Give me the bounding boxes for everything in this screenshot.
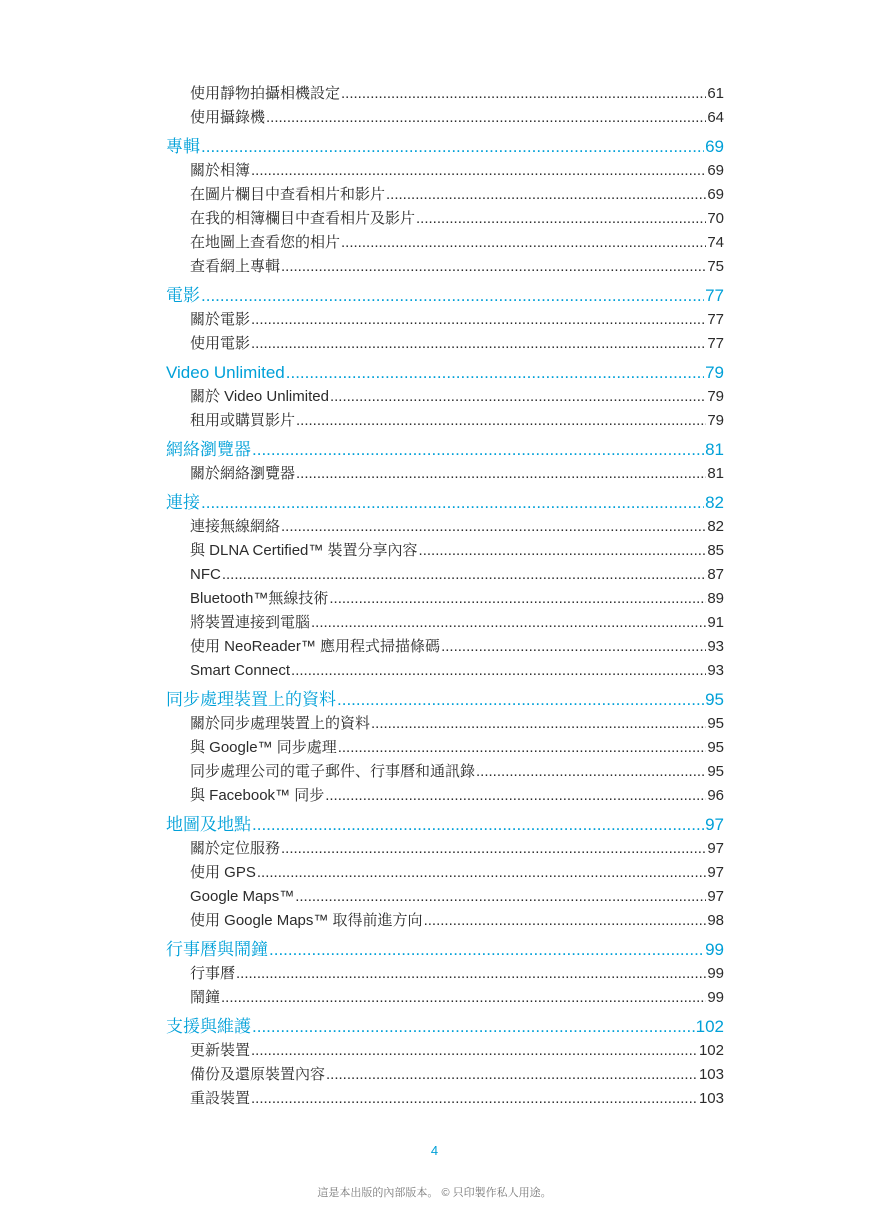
dot-leader xyxy=(419,539,707,563)
dot-leader xyxy=(252,1015,695,1039)
toc-entry-title: 使用靜物拍攝相機設定 xyxy=(190,85,341,102)
dot-leader xyxy=(296,462,706,486)
toc-entry[interactable] xyxy=(166,909,724,933)
toc-entry[interactable] xyxy=(166,106,724,130)
toc-entry-title: 關於定位服務 xyxy=(190,840,281,857)
dot-leader xyxy=(251,332,706,356)
dot-leader xyxy=(325,784,706,808)
dot-leader xyxy=(326,1063,698,1087)
toc-entry-page: 75 xyxy=(707,258,724,275)
toc-entry-page: 89 xyxy=(707,590,724,607)
dot-leader xyxy=(286,361,704,385)
toc-entry[interactable] xyxy=(166,332,724,356)
toc-entry-page: 103 xyxy=(698,1090,724,1107)
toc-entry[interactable] xyxy=(166,837,724,861)
toc-entry[interactable] xyxy=(166,861,724,885)
toc-entry-page: 98 xyxy=(707,912,724,929)
toc-entry-page: 82 xyxy=(707,518,724,535)
toc-entry-title: 關於 Video Unlimited xyxy=(190,388,329,405)
page-number: 4 xyxy=(430,1143,439,1158)
toc-entry-title: NFC xyxy=(190,566,221,583)
toc-entry-page: 96 xyxy=(707,787,724,804)
toc-entry-page: 74 xyxy=(707,234,724,251)
dot-leader xyxy=(291,659,706,683)
dot-leader xyxy=(330,385,706,409)
dot-leader xyxy=(341,231,706,255)
toc-section-page: 79 xyxy=(705,363,724,382)
toc-entry-title: 在圖片欄目中查看相片和影片 xyxy=(190,186,386,203)
toc-entry-page: 99 xyxy=(707,965,724,982)
toc-entry-page: 93 xyxy=(707,662,724,679)
toc-section-title: 網絡瀏覽器 xyxy=(166,440,251,459)
toc-section-heading[interactable] xyxy=(166,361,724,385)
toc-section-page: 95 xyxy=(705,690,724,709)
toc-section-heading[interactable] xyxy=(166,688,724,712)
toc-entry[interactable] xyxy=(166,962,724,986)
dot-leader xyxy=(257,861,706,885)
toc-entry-page: 91 xyxy=(707,614,724,631)
toc-entry-title: 使用 GPS xyxy=(190,864,256,881)
dot-leader xyxy=(281,515,706,539)
dot-leader xyxy=(424,909,707,933)
dot-leader xyxy=(281,837,706,861)
toc-entry-page: 87 xyxy=(707,566,724,583)
toc-entry-title: 備份及還原裝置內容 xyxy=(190,1066,326,1083)
toc-entry[interactable] xyxy=(166,539,724,563)
toc-entry[interactable] xyxy=(166,409,724,433)
toc-entry-title: 行事曆 xyxy=(190,965,236,982)
toc-entry-title: 關於網絡瀏覽器 xyxy=(190,465,296,482)
toc-entry-page: 97 xyxy=(707,840,724,857)
toc-entry-title: 與 DLNA Certified™ 裝置分享內容 xyxy=(190,542,418,559)
toc-section-title: 專輯 xyxy=(166,137,200,156)
toc-section-title: Video Unlimited xyxy=(166,363,285,382)
toc-entry-title: 與 Facebook™ 同步 xyxy=(190,787,325,804)
toc-entry[interactable] xyxy=(166,1063,724,1087)
toc-entry-title: Smart Connect xyxy=(190,662,291,679)
toc-entry-page: 95 xyxy=(707,715,724,732)
toc-section-page: 99 xyxy=(705,940,724,959)
toc-entry-title: 使用攝錄機 xyxy=(190,109,266,126)
toc-entry-title: 連接無線網絡 xyxy=(190,518,281,535)
toc-entry[interactable] xyxy=(166,462,724,486)
toc-entry[interactable] xyxy=(166,255,724,279)
toc-entry[interactable] xyxy=(166,712,724,736)
toc-entry-page: 85 xyxy=(707,542,724,559)
footer-note: 這是本出版的內部版本。 © 只印製作私人用途。 xyxy=(317,1187,552,1199)
toc-entry[interactable] xyxy=(166,385,724,409)
toc-entry-title: 與 Google™ 同步處理 xyxy=(190,739,337,756)
toc-entry-page: 97 xyxy=(707,888,724,905)
toc-section-title: 行事曆與鬧鐘 xyxy=(166,940,268,959)
dot-leader xyxy=(251,308,706,332)
dot-leader xyxy=(441,635,706,659)
toc-entry-title: 在地圖上查看您的相片 xyxy=(190,234,341,251)
table-of-contents xyxy=(166,82,724,1111)
dot-leader xyxy=(221,986,706,1010)
toc-entry[interactable] xyxy=(166,659,724,683)
toc-entry[interactable] xyxy=(166,308,724,332)
toc-entry-title: 使用 Google Maps™ 取得前進方向 xyxy=(190,912,423,929)
dot-leader xyxy=(311,611,706,635)
dot-leader xyxy=(329,587,706,611)
toc-entry-title: 關於相簿 xyxy=(190,162,251,179)
dot-leader xyxy=(341,82,706,106)
toc-entry-page: 79 xyxy=(707,388,724,405)
toc-entry-page: 99 xyxy=(707,989,724,1006)
toc-entry-title: 使用 NeoReader™ 應用程式掃描條碼 xyxy=(190,638,441,655)
toc-entry-page: 69 xyxy=(707,162,724,179)
dot-leader xyxy=(251,159,706,183)
dot-leader xyxy=(251,1087,698,1111)
toc-entry[interactable] xyxy=(166,784,724,808)
toc-entry-title: Google Maps™ xyxy=(190,888,295,905)
toc-entry[interactable] xyxy=(166,231,724,255)
dot-leader xyxy=(296,409,706,433)
toc-section-title: 同步處理裝置上的資料 xyxy=(166,690,336,709)
toc-entry-title: 在我的相簿欄目中查看相片及影片 xyxy=(190,210,416,227)
toc-section-heading[interactable] xyxy=(166,1015,724,1039)
toc-entry-page: 95 xyxy=(707,739,724,756)
toc-section-title: 電影 xyxy=(166,286,200,305)
dot-leader xyxy=(371,712,706,736)
toc-section-heading[interactable] xyxy=(166,938,724,962)
toc-entry-page: 64 xyxy=(707,109,724,126)
toc-section-title: 地圖及地點 xyxy=(166,815,251,834)
toc-section-page: 77 xyxy=(705,286,724,305)
toc-entry-page: 93 xyxy=(707,638,724,655)
toc-entry[interactable] xyxy=(166,1039,724,1063)
dot-leader xyxy=(269,938,704,962)
toc-section-page: 102 xyxy=(695,1017,724,1036)
toc-entry-page: 95 xyxy=(707,763,724,780)
toc-entry[interactable] xyxy=(166,563,724,587)
toc-section-heading[interactable] xyxy=(166,813,724,837)
toc-section-page: 69 xyxy=(705,137,724,156)
toc-entry-title: 關於同步處理裝置上的資料 xyxy=(190,715,371,732)
toc-entry[interactable] xyxy=(166,207,724,231)
toc-section-page: 97 xyxy=(705,815,724,834)
toc-entry-title: 重設裝置 xyxy=(190,1090,251,1107)
toc-entry-title: 租用或購買影片 xyxy=(190,412,296,429)
toc-entry-title: Bluetooth™無線技術 xyxy=(190,590,329,607)
toc-entry-page: 70 xyxy=(707,210,724,227)
toc-entry-title: 使用電影 xyxy=(190,335,251,352)
toc-entry[interactable] xyxy=(166,82,724,106)
toc-entry-title: 鬧鐘 xyxy=(190,989,221,1006)
toc-entry[interactable] xyxy=(166,183,724,207)
toc-entry-title: 同步處理公司的電子郵件、行事曆和通訊錄 xyxy=(190,763,476,780)
dot-leader xyxy=(295,885,706,909)
toc-section-title: 連接 xyxy=(166,493,200,512)
dot-leader xyxy=(252,813,704,837)
toc-entry[interactable] xyxy=(166,736,724,760)
toc-section-title: 支援與維護 xyxy=(166,1017,251,1036)
toc-entry[interactable] xyxy=(166,635,724,659)
toc-entry-page: 77 xyxy=(707,335,724,352)
toc-entry-title: 查看網上專輯 xyxy=(190,258,281,275)
toc-entry[interactable] xyxy=(166,760,724,784)
toc-entry-title: 更新裝置 xyxy=(190,1042,251,1059)
dot-leader xyxy=(201,491,704,515)
toc-section-heading[interactable] xyxy=(166,284,724,308)
toc-entry[interactable] xyxy=(166,159,724,183)
toc-entry[interactable] xyxy=(166,885,724,909)
dot-leader xyxy=(222,563,706,587)
dot-leader xyxy=(338,736,707,760)
dot-leader xyxy=(236,962,706,986)
dot-leader xyxy=(386,183,706,207)
dot-leader xyxy=(476,760,706,784)
toc-entry-page: 81 xyxy=(707,465,724,482)
toc-section-heading[interactable] xyxy=(166,491,724,515)
dot-leader xyxy=(416,207,706,231)
dot-leader xyxy=(201,135,704,159)
dot-leader xyxy=(266,106,706,130)
dot-leader xyxy=(281,255,706,279)
toc-section-page: 81 xyxy=(705,440,724,459)
toc-entry-page: 97 xyxy=(707,864,724,881)
toc-entry[interactable] xyxy=(166,986,724,1010)
dot-leader xyxy=(337,688,704,712)
dot-leader xyxy=(251,1039,698,1063)
toc-section-heading[interactable] xyxy=(166,438,724,462)
toc-entry[interactable] xyxy=(166,1087,724,1111)
toc-entry-title: 將裝置連接到電腦 xyxy=(190,614,311,631)
toc-section-heading[interactable] xyxy=(166,135,724,159)
toc-entry-page: 61 xyxy=(707,85,724,102)
toc-entry[interactable] xyxy=(166,611,724,635)
dot-leader xyxy=(252,438,704,462)
dot-leader xyxy=(201,284,704,308)
toc-section-page: 82 xyxy=(705,493,724,512)
toc-entry[interactable] xyxy=(166,587,724,611)
toc-entry-page: 69 xyxy=(707,186,724,203)
toc-entry[interactable] xyxy=(166,515,724,539)
toc-entry-page: 77 xyxy=(707,311,724,328)
toc-entry-page: 79 xyxy=(707,412,724,429)
toc-entry-page: 102 xyxy=(698,1042,724,1059)
toc-entry-title: 關於電影 xyxy=(190,311,251,328)
toc-entry-page: 103 xyxy=(698,1066,724,1083)
